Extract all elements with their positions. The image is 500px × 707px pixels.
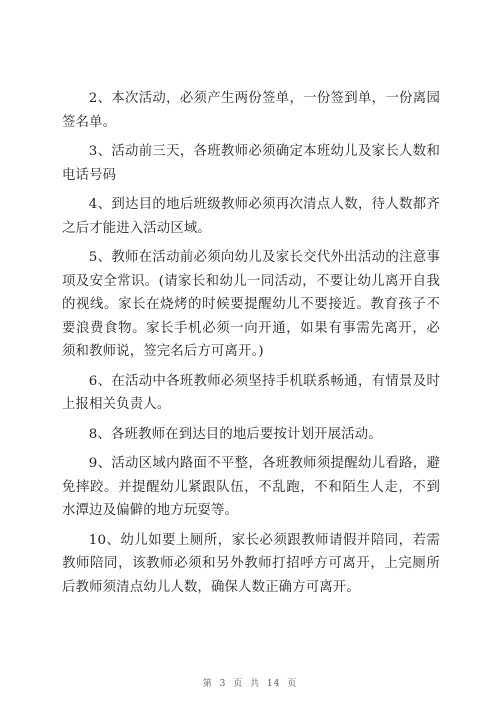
- paragraph-item-4: 4、到达目的地后班级教师必须再次清点人数，待人数都齐之后才能进入活动区域。: [62, 197, 440, 236]
- paragraph-item-8: 8、各班教师在到达目的地后要按计划开展活动。: [88, 426, 382, 442]
- paragraph-item-5: 5、教师在活动前必须向幼儿及家长交代外出活动的注意事项及安全常识。(请家长和幼儿一同活动，不要让幼儿离开自我的视线。家长在烧烤的时候要提醒幼儿不要接近。教育孩子不要浪费食物。家长手机必须一向开通，如果有事需先离开，必须和教师说，签完名后方可离开。): [62, 250, 440, 359]
- page-number-footer: 第 3 页 共 14 页: [202, 679, 298, 689]
- paragraph-item-10: 10、幼儿如要上厕所，家长必须跟教师请假并陪同，若需教师陪同，该教师必须和另外教师打招呼方可离开，上完厕所后教师须清点幼儿人数，确保人数正确方可离开。: [62, 532, 440, 595]
- paragraph-item-9: 9、活动区域内路面不平整，各班教师须提醒幼儿看路，避免摔跤。并提醒幼儿紧跟队伍，不乱跑，不和陌生人走，不到水潭边及偏僻的地方玩耍等。: [62, 456, 440, 518]
- paragraph-item-3: 3、活动前三天，各班教师必须确定本班幼儿及家长人数和电话号码: [62, 144, 440, 183]
- paragraph-item-2: 2、本次活动，必须产生两份签单，一份签到单，一份离园签名单。: [62, 91, 440, 130]
- document-body: [62, 87, 440, 599]
- paragraph-item-6: 6、在活动中各班教师必须坚持手机联系畅通，有情景及时上报相关负责人。: [62, 373, 440, 412]
